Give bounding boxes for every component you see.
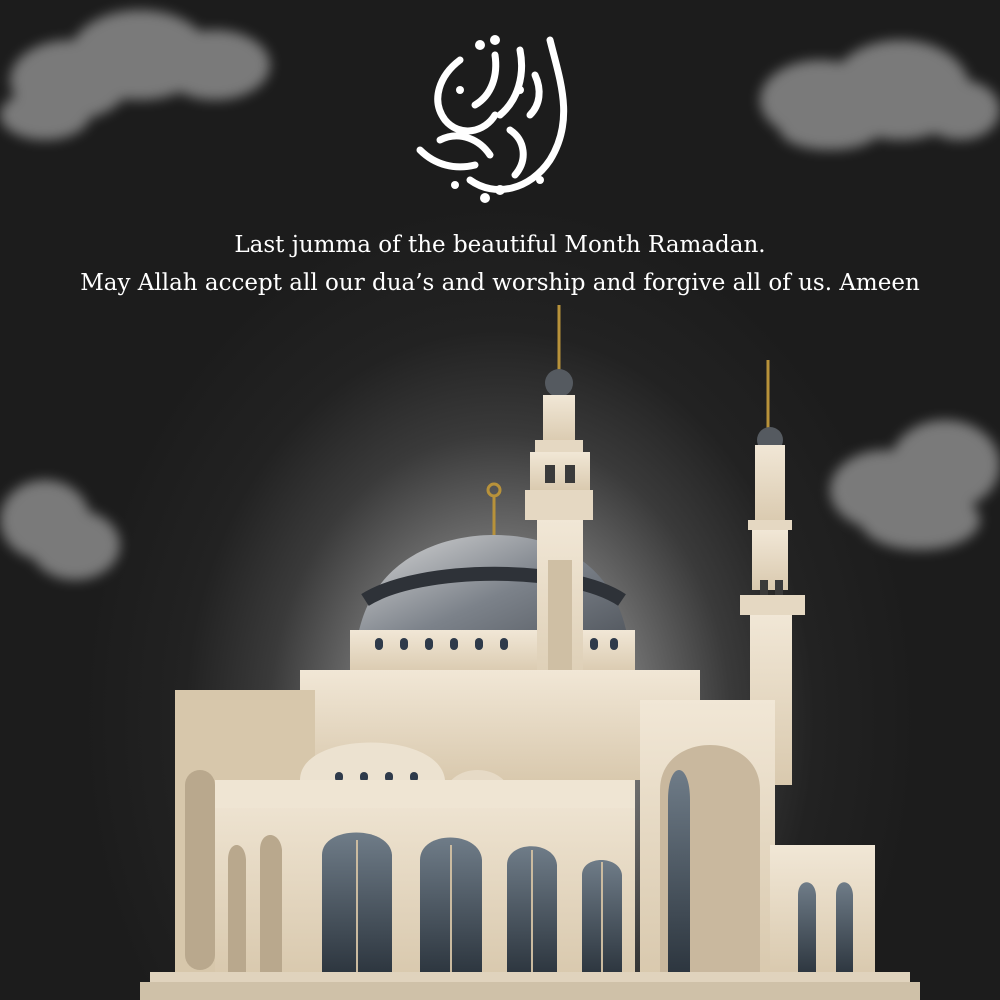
message-line-2: May Allah accept all our dua’s and worship and forgive all of us. Ameen (80, 270, 920, 296)
message-line-1: Last jumma of the beautiful Month Ramadan. (234, 232, 766, 258)
mosque-building (140, 670, 920, 1000)
